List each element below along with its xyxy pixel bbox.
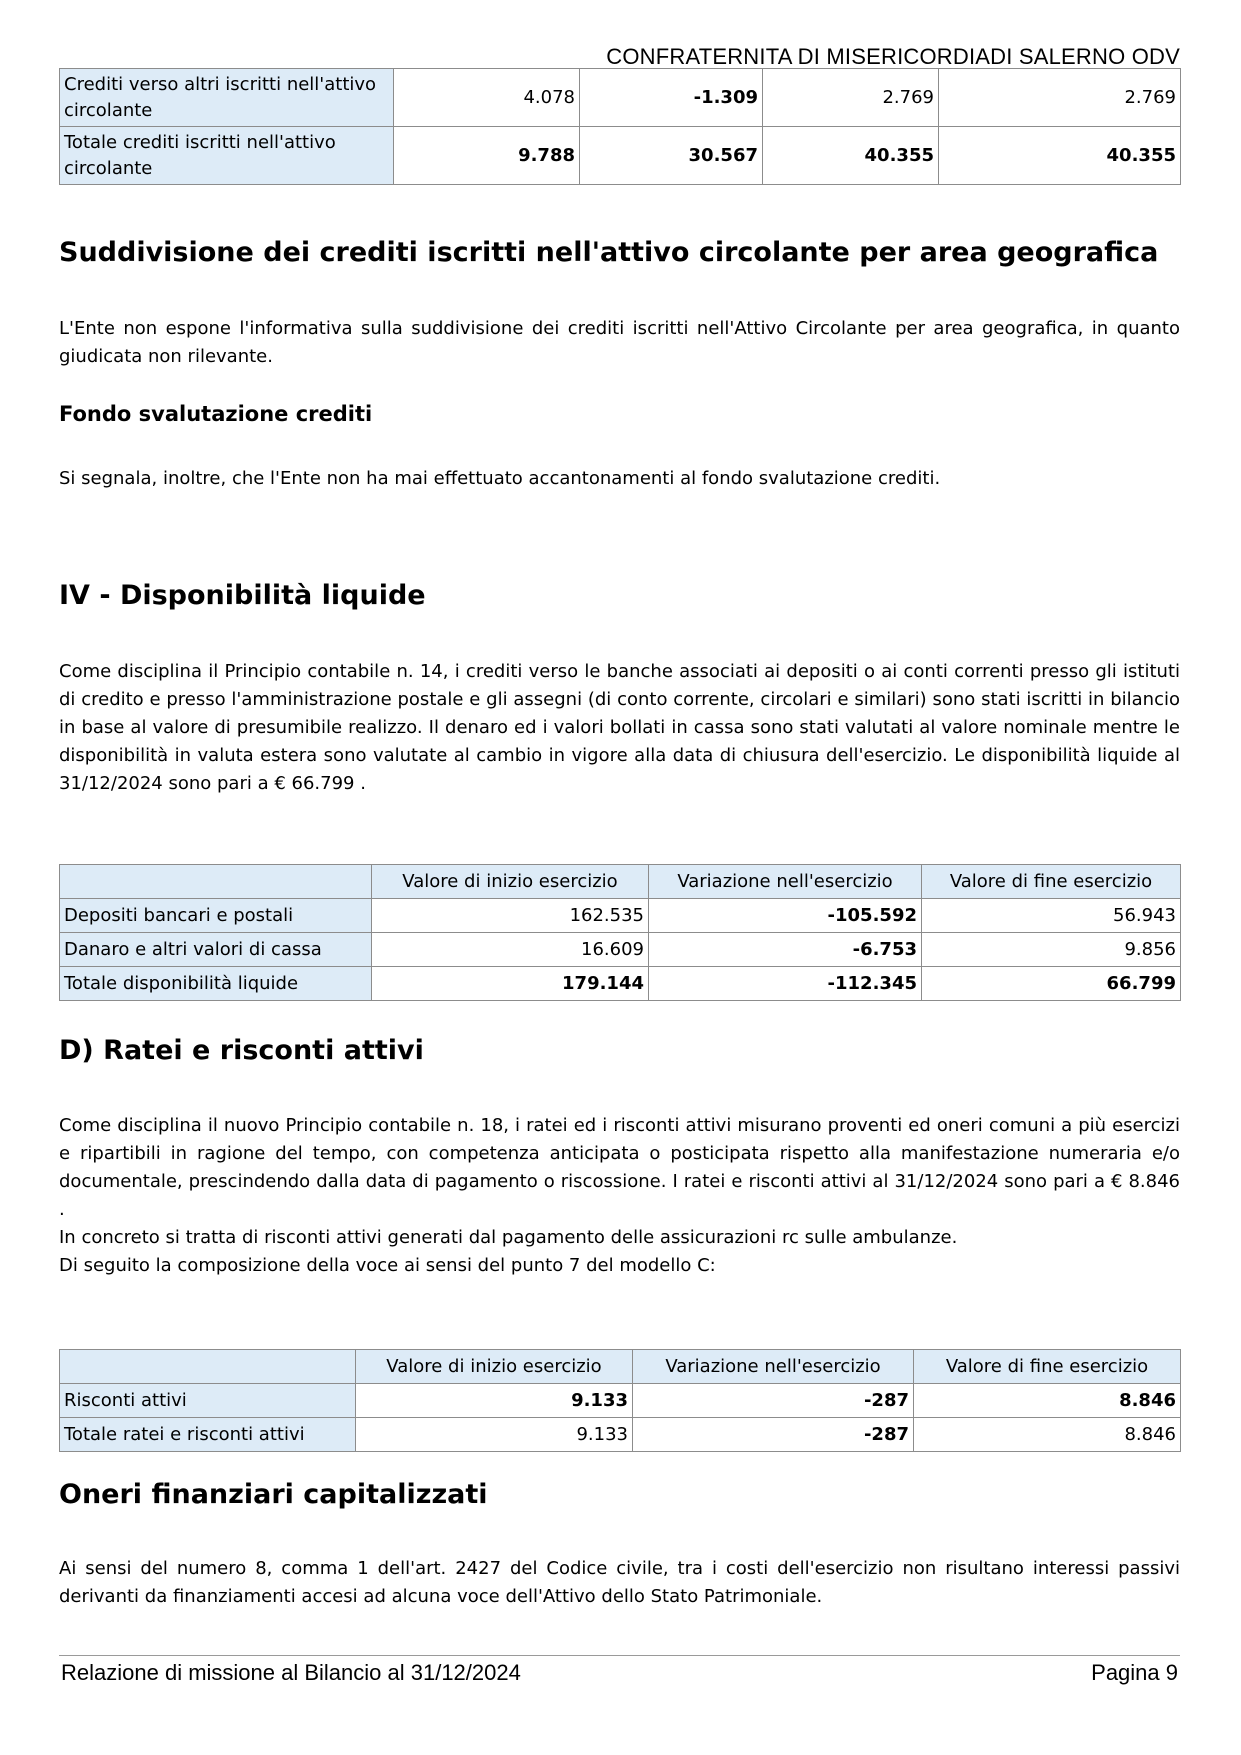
paragraph-disponibilita: Come disciplina il Principio contabile n. 14, i crediti verso le banche associati ai depositi o ai conti correnti presso gli istituti di credito e presso l'amministrazione postale e gli assegni (di conto corrente, circolari e similari) sono stati iscritti in bilancio in base al valore di presumibile realizzo. Il denaro ed i valori bollati in cassa sono stati valutati al valore nominale mentre le disponibilità in valuta estera sono valutate al cambio in vigore alla data di chiusura dell'esercizio. Le disponibilità liquide al 31/12/2024 sono pari a € 66.799 . xyxy=(59,661,1180,794)
paragraph-geo: L'Ente non espone l'informativa sulla suddivisione dei crediti iscritti nell'Attivo Circolante per area geografica, in quanto giudicata non rilevante. xyxy=(59,318,1180,367)
header-empty-cell xyxy=(60,1350,356,1384)
table-row xyxy=(60,69,1181,127)
column-header: Valore di inizio esercizio xyxy=(372,865,649,899)
paragraph-fondo: Si segnala, inoltre, che l'Ente non ha mai effettuato accantonamenti al fondo svalutazione crediti. xyxy=(59,468,941,489)
section-title-fondo: Fondo svalutazione crediti xyxy=(59,402,373,426)
cell-value: 40.355 xyxy=(763,127,939,185)
cell-value: 4.078 xyxy=(394,69,580,127)
crediti-table xyxy=(59,68,1181,185)
table-header-row xyxy=(60,1350,1181,1384)
column-header: Variazione nell'esercizio xyxy=(633,1350,914,1384)
cell-value: 162.535 xyxy=(372,899,649,933)
row-label: Danaro e altri valori di cassa xyxy=(60,933,372,967)
cell-value: -1.309 xyxy=(580,69,763,127)
cell-value: 9.788 xyxy=(394,127,580,185)
section-title-disponibilita: IV - Disponibilità liquide xyxy=(59,580,426,611)
cell-value: 8.846 xyxy=(914,1384,1181,1418)
cell-value: 9.856 xyxy=(922,933,1181,967)
section-title-geo: Suddivisione dei crediti iscritti nell'attivo circolante per area geografica xyxy=(59,237,1159,268)
table-row xyxy=(60,1418,1181,1452)
table-row xyxy=(60,933,1181,967)
page-header: CONFRATERNITA DI MISERICORDIADI SALERNO ODV xyxy=(606,44,1180,69)
row-label: Totale crediti iscritti nell'attivo circolante xyxy=(60,127,394,185)
cell-value: -6.753 xyxy=(649,933,922,967)
header-empty-cell xyxy=(60,865,372,899)
row-label: Depositi bancari e postali xyxy=(60,899,372,933)
table-row xyxy=(60,899,1181,933)
row-label: Crediti verso altri iscritti nell'attivo circolante xyxy=(60,69,394,127)
table-header-row xyxy=(60,865,1181,899)
cell-value: 56.943 xyxy=(922,899,1181,933)
table-row xyxy=(60,127,1181,185)
column-header: Valore di fine esercizio xyxy=(922,865,1181,899)
cell-value: 179.144 xyxy=(372,967,649,1001)
cell-value: -112.345 xyxy=(649,967,922,1001)
paragraph-oneri: Ai sensi del numero 8, comma 1 dell'art. 2427 del Codice civile, tra i costi dell'esercizio non risultano interessi passivi derivanti da finanziamenti accesi ad alcuna voce dell'Attivo dello Stato Patrimoniale. xyxy=(59,1558,1180,1607)
footer-title: Relazione di missione al Bilancio al 31/12/2024 xyxy=(61,1660,521,1685)
cell-value: 9.133 xyxy=(356,1384,633,1418)
section-title-ratei: D) Ratei e risconti attivi xyxy=(59,1035,424,1066)
row-label: Totale disponibilità liquide xyxy=(60,967,372,1001)
cell-value: 66.799 xyxy=(922,967,1181,1001)
ratei-table xyxy=(59,1349,1181,1452)
cell-value: 40.355 xyxy=(939,127,1181,185)
cell-value: -287 xyxy=(633,1418,914,1452)
cell-value: 30.567 xyxy=(580,127,763,185)
table-row xyxy=(60,967,1181,1001)
cell-value: 2.769 xyxy=(763,69,939,127)
cell-value: 9.133 xyxy=(356,1418,633,1452)
cell-value: 8.846 xyxy=(914,1418,1181,1452)
column-header: Valore di fine esercizio xyxy=(914,1350,1181,1384)
cell-value: -105.592 xyxy=(649,899,922,933)
cell-value: 16.609 xyxy=(372,933,649,967)
row-label: Risconti attivi xyxy=(60,1384,356,1418)
cell-value: 2.769 xyxy=(939,69,1181,127)
row-label: Totale ratei e risconti attivi xyxy=(60,1418,356,1452)
paragraph-ratei-3: Di seguito la composizione della voce ai sensi del punto 7 del modello C: xyxy=(59,1255,716,1276)
paragraph-ratei-2: In concreto si tratta di risconti attivi generati dal pagamento delle assicurazioni rc sulle ambulanze. xyxy=(59,1227,958,1248)
footer-divider xyxy=(59,1655,1180,1656)
column-header: Variazione nell'esercizio xyxy=(649,865,922,899)
paragraph-ratei: Come disciplina il nuovo Principio contabile n. 18, i ratei ed i risconti attivi misurano proventi ed oneri comuni a più esercizi e ripartibili in ragione del tempo, con competenza anticipata o posticipata rispetto alla manifestazione numeraria e/o documentale, prescindendo dalla data di pagamento o riscossione. I ratei e risconti attivi al 31/12/2024 sono pari a € 8.846 . xyxy=(59,1115,1180,1220)
table-row xyxy=(60,1384,1181,1418)
section-title-oneri: Oneri finanziari capitalizzati xyxy=(59,1479,488,1510)
column-header: Valore di inizio esercizio xyxy=(356,1350,633,1384)
disponibilita-table xyxy=(59,864,1181,1001)
page-number: Pagina 9 xyxy=(1091,1660,1178,1685)
cell-value: -287 xyxy=(633,1384,914,1418)
